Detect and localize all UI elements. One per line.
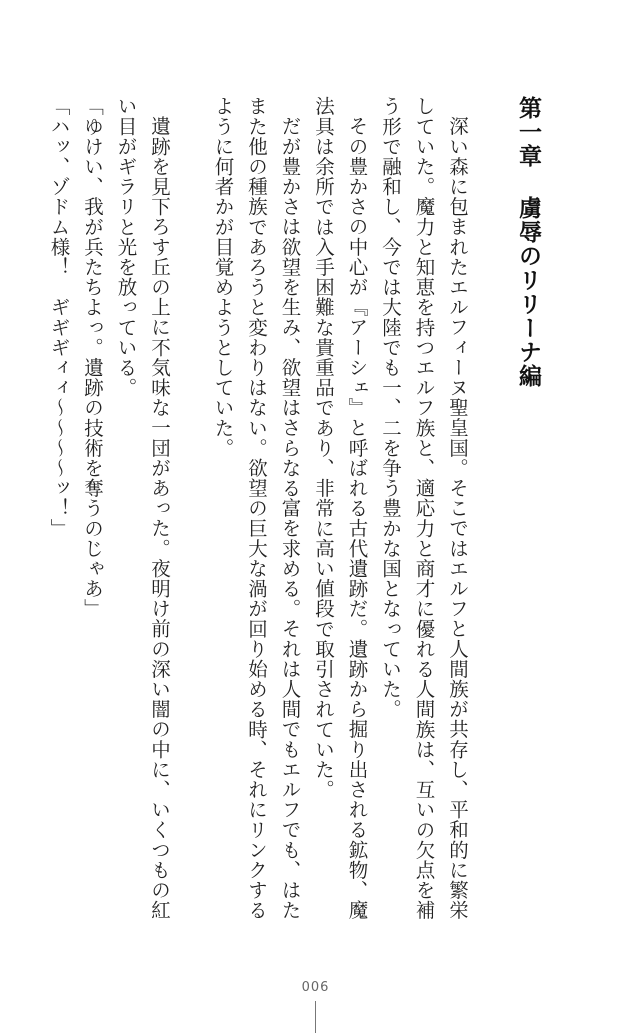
- chapter-title: 虜辱のリリーナ編: [515, 195, 542, 388]
- page-number: 006: [301, 980, 330, 995]
- paragraph: だが豊かさは欲望を生み、欲望はさらなる富を求める。それは人間でもエルフでも、はたまた他の種族であろうと変わりはない。欲望の巨大な渦が回り始める時、それにリンクするように何者かが目覚めようとしていた。: [211, 96, 302, 921]
- folio-rule: [315, 1001, 316, 1033]
- chapter-heading: [512, 96, 545, 926]
- paragraph: 深い森に包まれたエルフィーヌ聖皇国。そこではエルフと人間族が共存し、平和的に繁栄していた。魔力と知恵を持つエルフ族と、適応力と商才に優れる人間族は、互いの欠点を補う形で融和し、今では大陸でも一、二を争う豊かな国となっていた。: [379, 96, 469, 921]
- paragraph: 遺跡を見下ろす丘の上に不気味な一団があった。夜明け前の深い闇の中に、いくつもの紅い目がギラリと光を放っている。: [114, 96, 171, 920]
- paragraph: その豊かさの中心が『アーシェ』と呼ばれる古代遺跡だ。遺跡から掘り出される鉱物、魔法具は余所では入手困難な貴重品であり、非常に高い値段で取引されていた。: [312, 96, 369, 920]
- chapter-number: 第一章: [515, 96, 542, 168]
- dialogue-line: 「ハッ、ゾドム様！ ギギギィィ～～～～ッ！」: [47, 96, 71, 539]
- page-body: [42, 96, 545, 926]
- scene-break: [176, 96, 206, 926]
- dialogue-line: 「ゆけい、我が兵たちよっ。遺跡の技術を奪うのじゃあ」: [81, 96, 104, 619]
